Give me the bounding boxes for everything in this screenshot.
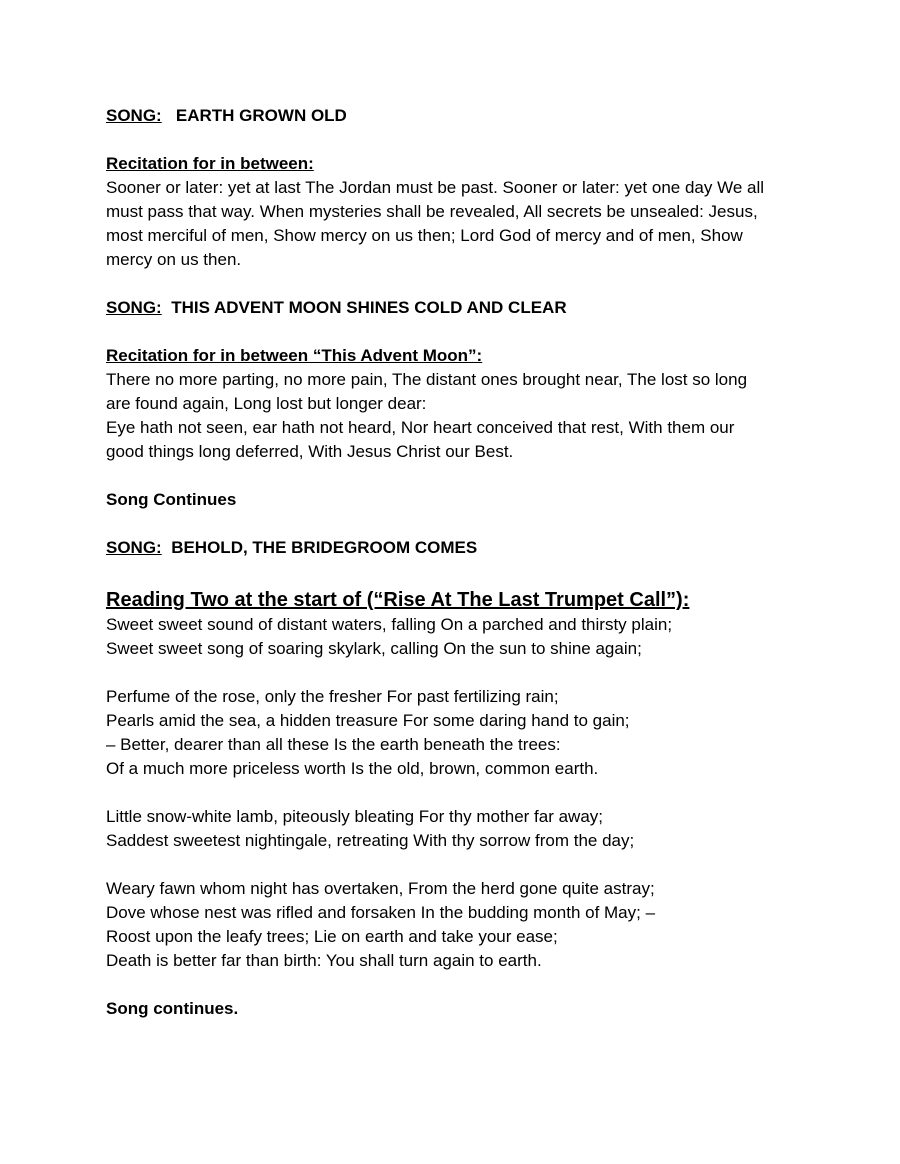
poem-line: Perfume of the rose, only the fresher For past fertilizing rain; (106, 687, 559, 706)
poem-line: Little snow-white lamb, piteously bleating For thy mother far away; (106, 807, 604, 826)
reading-two-heading: Reading Two at the start of (“Rise At The Last Trumpet Call”): (106, 589, 690, 611)
poem-line: Death is better far than birth: You shall turn again to earth. (106, 951, 542, 970)
recitation-line: are found again, Long lost but longer dear: (106, 394, 427, 413)
poem-line: Sweet sweet sound of distant waters, falling On a parched and thirsty plain; (106, 615, 673, 634)
poem-line: Saddest sweetest nightingale, retreating With thy sorrow from the day; (106, 831, 635, 850)
recitation-line: mercy on us then. (106, 250, 242, 269)
song-heading-earth-grown-old (106, 104, 806, 128)
song-label: SONG: (106, 106, 162, 125)
recitation-line: There no more parting, no more pain, The distant ones brought near, The lost so long (106, 370, 748, 389)
song-label: SONG: (106, 538, 162, 557)
poem-line: Pearls amid the sea, a hidden treasure For some daring hand to gain; (106, 711, 630, 730)
recitation-line: must pass that way. When mysteries shall be revealed, All secrets be unsealed: Jesus, (106, 202, 758, 221)
recitation-line: Sooner or later: yet at last The Jordan must be past. Sooner or later: yet one day We all (106, 178, 765, 197)
recitation-line: Eye hath not seen, ear hath not heard, Nor heart conceived that rest, With them our (106, 418, 735, 437)
poem-line: Roost upon the leafy trees; Lie on earth and take your ease; (106, 927, 558, 946)
song-title: BEHOLD, THE BRIDEGROOM COMES (171, 538, 478, 557)
song-continues-note: Song continues. (106, 999, 239, 1018)
poem-line: – Better, dearer than all these Is the earth beneath the trees: (106, 735, 561, 754)
recitation-line: most merciful of men, Show mercy on us then; Lord God of mercy and of men, Show (106, 226, 743, 245)
song-title: THIS ADVENT MOON SHINES COLD AND CLEAR (171, 298, 567, 317)
recitation-line: good things long deferred, With Jesus Christ our Best. (106, 442, 514, 461)
song-title: EARTH GROWN OLD (175, 106, 347, 125)
poem-line: Weary fawn whom night has overtaken, From the herd gone quite astray; (106, 879, 655, 898)
poem-line: Dove whose nest was rifled and forsaken In the budding month of May; – (106, 903, 656, 922)
recitation-heading: Recitation for in between: (106, 154, 314, 173)
song-label: SONG: (106, 298, 162, 317)
document-content (106, 104, 806, 1021)
recitation-heading: Recitation for in between “This Advent Moon”: (106, 346, 483, 365)
poem-line: Of a much more priceless worth Is the old, brown, common earth. (106, 759, 599, 778)
song-heading-bridegroom (106, 536, 806, 560)
poem-line: Sweet sweet song of soaring skylark, calling On the sun to shine again; (106, 639, 642, 658)
song-heading-advent-moon (106, 296, 806, 320)
song-continues-note: Song Continues (106, 490, 237, 509)
